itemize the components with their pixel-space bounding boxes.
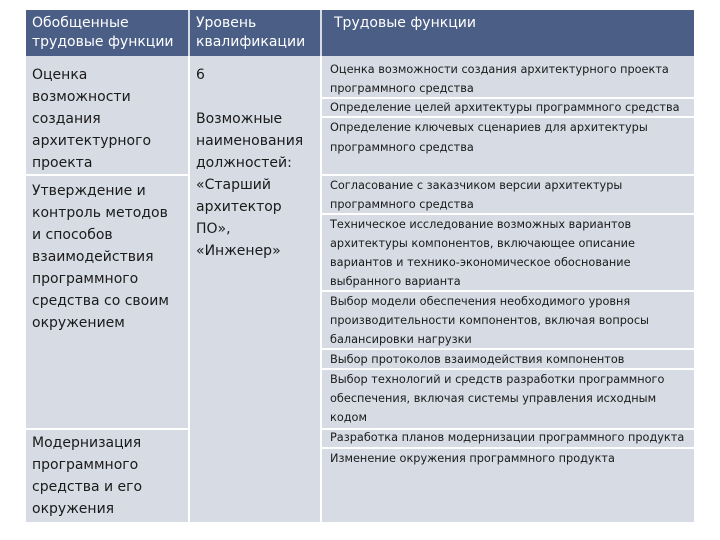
labor-function-line: Изменение окружения программного продукта [330,452,615,465]
header-cell-qualification-level [190,10,320,56]
row-divider-fn-3 [322,174,694,176]
header-qualification-line1: Уровень [196,15,257,31]
qualification-positions-line: архитектор [196,199,282,215]
generalized-function-2-line: средства со своим [32,293,169,309]
header-cell-labor-functions [322,10,694,56]
labor-function-line: Разработка планов модернизации программного продукта [330,431,685,444]
qualification-positions-line: Возможные [196,111,283,127]
row-divider-fn-9 [322,447,694,449]
labor-function-line: Техническое исследование возможных вариантов [330,218,632,231]
header-cell-generalized-functions [26,10,188,56]
generalized-function-3-line: программного [32,457,139,473]
qualification-positions-line: «Старший [196,177,271,193]
labor-function-line: Оценка возможности создания архитектурного проекта [330,63,669,76]
generalized-function-1-line: Оценка [32,67,88,83]
generalized-function-1 [32,64,151,174]
labor-function-line: программного средства [330,82,474,95]
labor-function-line: Определение ключевых сценариев для архитектуры [330,121,648,134]
generalized-function-1-line: возможности [32,89,131,105]
generalized-function-2 [32,180,169,334]
labor-function-line: кодом [330,411,367,424]
generalized-function-3-line: окружения [32,501,115,517]
column-divider-1 [188,56,190,522]
generalized-function-2-line: программного [32,271,139,287]
labor-function-line: Определение целей архитектуры программного средства [330,101,680,114]
row-divider-gen-2 [26,428,188,430]
labor-function-line: балансировки нагрузки [330,333,472,346]
header-generalized-line2: трудовые функции [32,34,174,50]
generalized-function-3-line: средства и его [32,479,143,495]
qualification-positions-line: «Инженер» [196,243,281,259]
labor-function-line: обеспечения, включая системы управления исходным [330,392,657,405]
generalized-function-1-line: создания [32,111,101,127]
labor-function-line: архитектуры компонентов, включающее описание [330,237,635,250]
generalized-function-2-line: и способов [32,227,113,243]
qualification-positions-line: должностей: [196,155,292,171]
row-divider-gen-1 [26,174,188,176]
header-generalized-line1: Обобщенные [32,15,129,31]
labor-function-line: программного средства [330,141,474,154]
labor-function-line: вариантов и технико-экономическое обоснование [330,256,631,269]
generalized-function-2-line: взаимодействия [32,249,154,265]
qualification-level-value: 6 [196,67,205,83]
header-labor-functions: Трудовые функции [334,15,476,31]
header-qualification-line2: квалификации [196,34,306,50]
labor-function-line: производительности компонентов, включая вопросы [330,314,649,327]
generalized-function-1-line: проекта [32,155,93,171]
labor-function-line: Согласование с заказчиком версии архитектуры [330,179,623,192]
labor-function-line: Выбор протоколов взаимодействия компонентов [330,353,625,366]
generalized-function-2-line: Утверждение и [32,183,146,199]
labor-function-line: выбранного варианта [330,275,461,288]
labor-function-line: Выбор технологий и средств разработки программного [330,373,665,386]
qualification-positions [196,108,303,262]
generalized-function-2-line: окружением [32,315,125,331]
generalized-function-3-line: Модернизация [32,435,142,451]
qualification-positions-line: ПО», [196,221,231,237]
qualification-positions-line: наименования [196,133,304,149]
column-divider-2 [320,56,322,522]
labor-function-line: Выбор модели обеспечения необходимого уровня [330,295,631,308]
labor-function-line: программного средства [330,198,474,211]
generalized-function-3 [32,432,142,520]
generalized-function-1-line: архитектурного [32,133,152,149]
generalized-function-2-line: контроль методов [32,205,168,221]
